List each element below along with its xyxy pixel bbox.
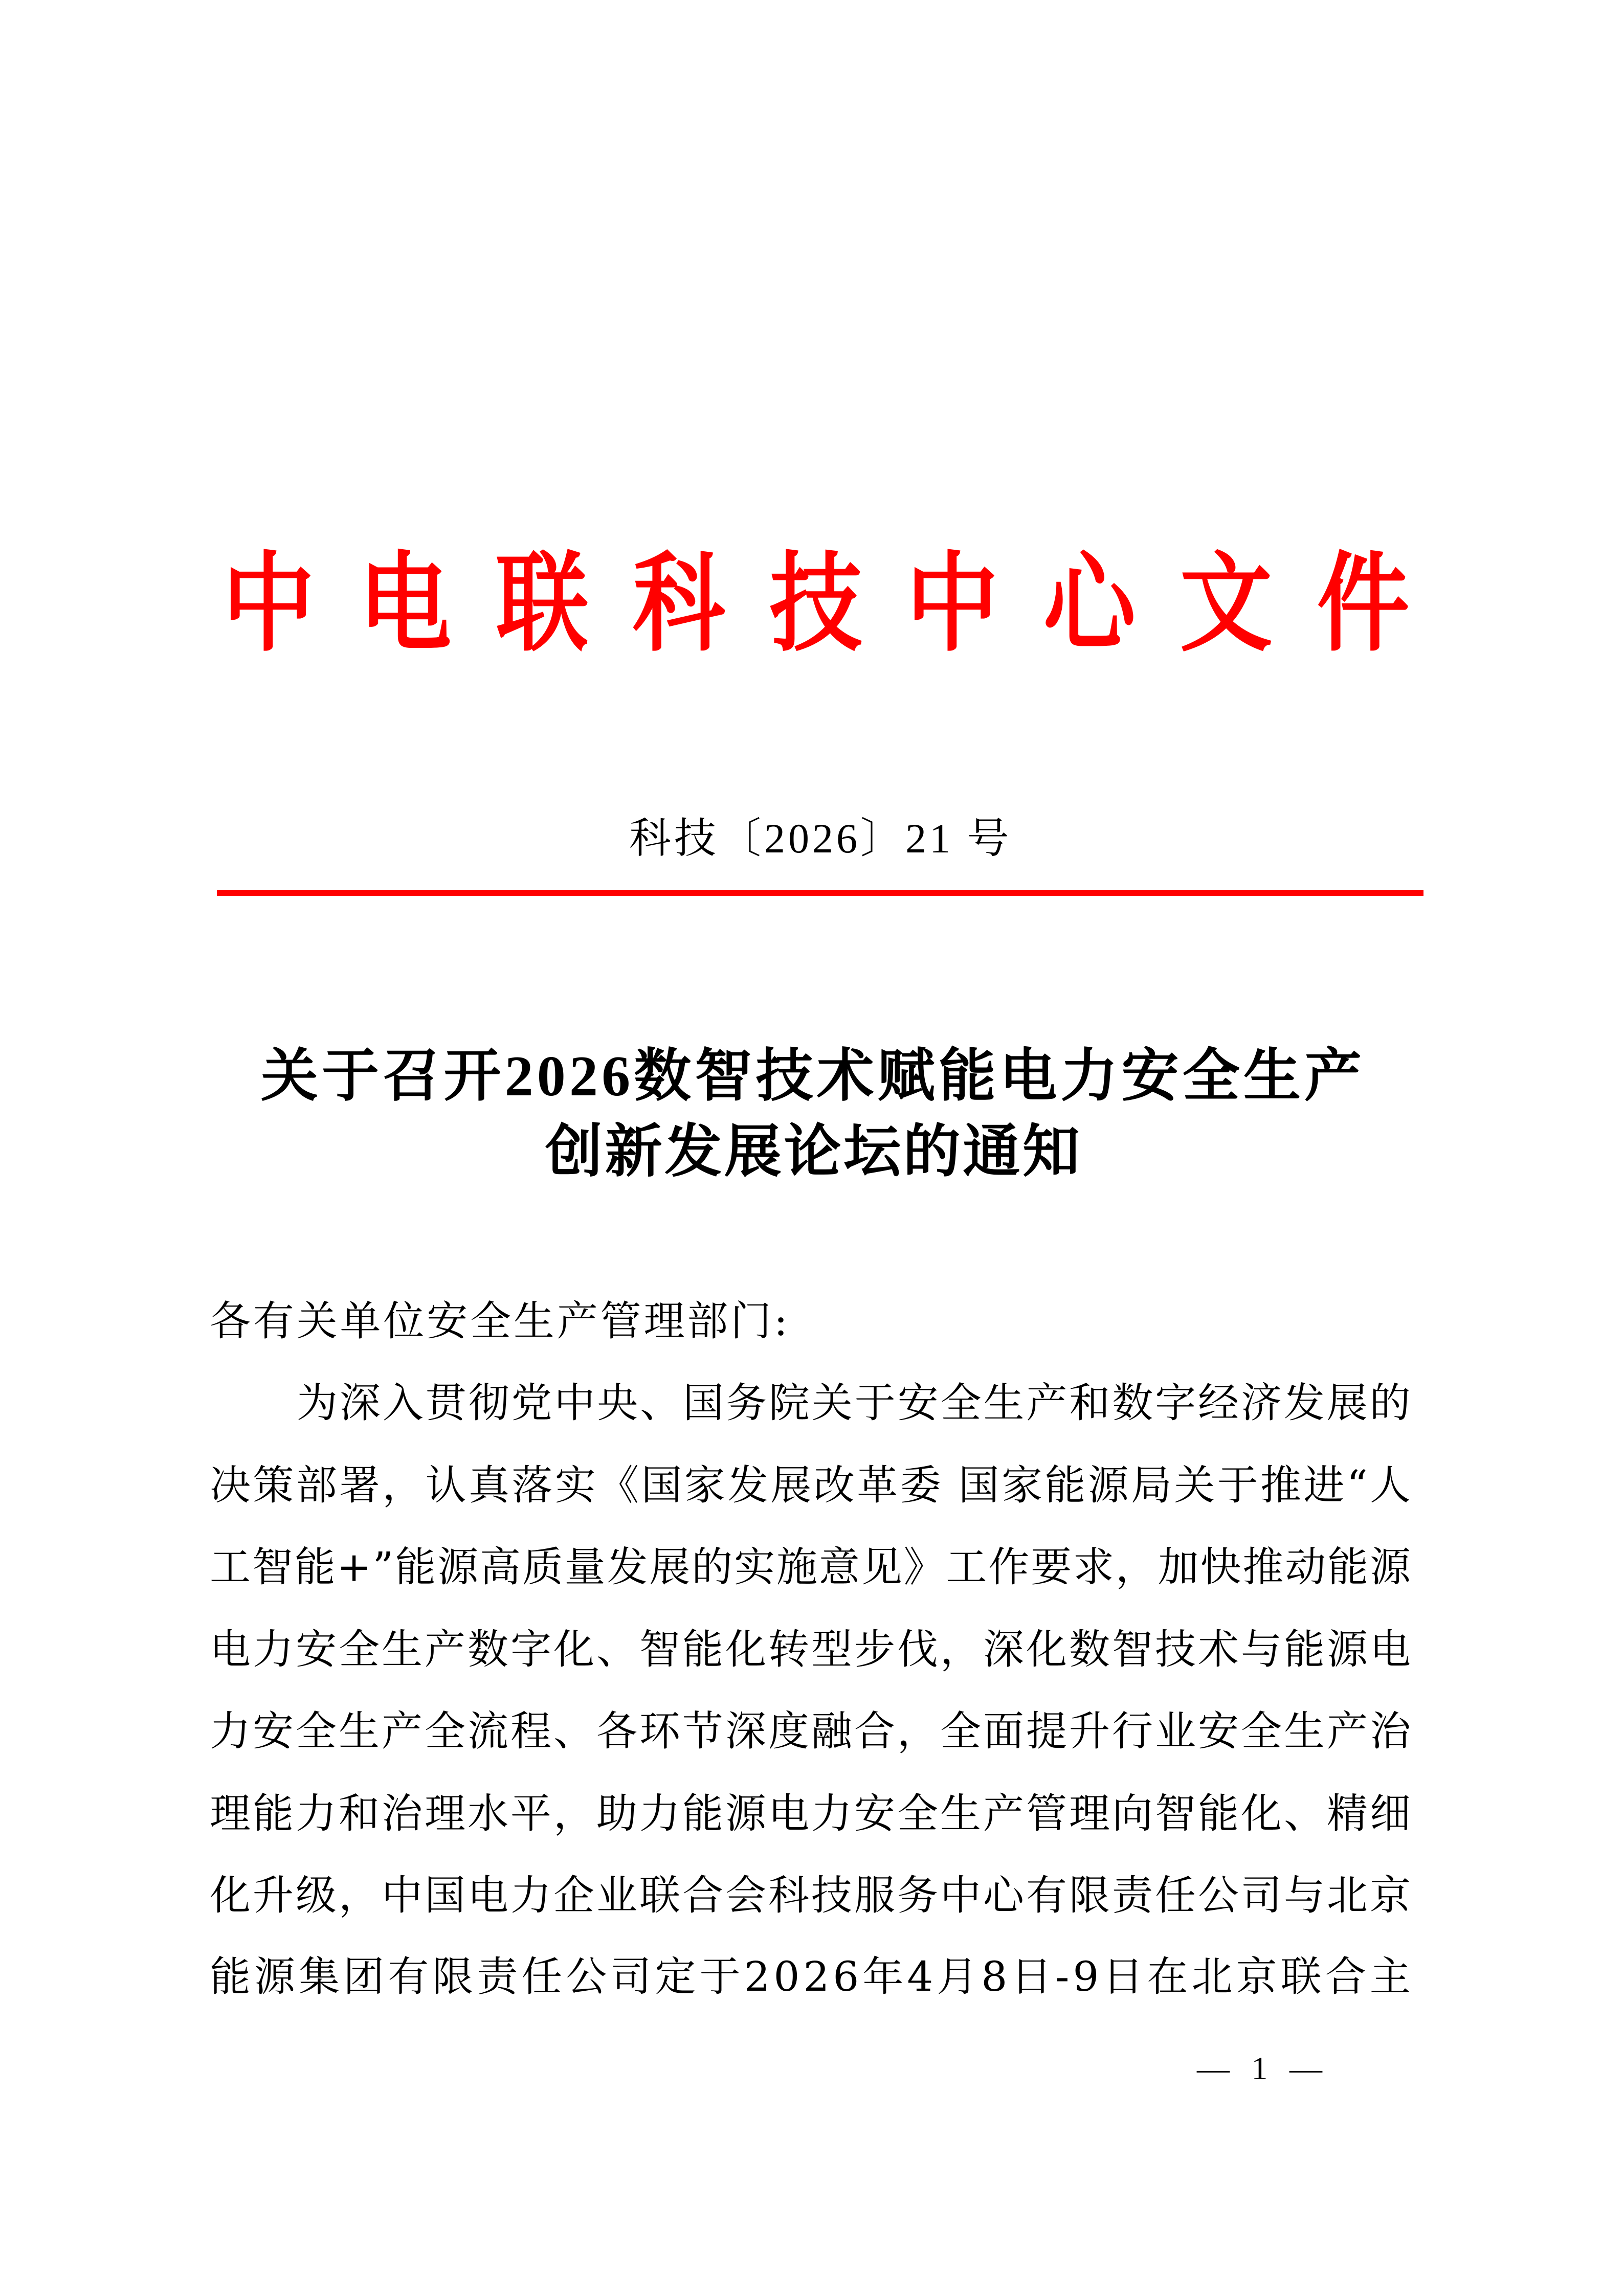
body-text-line: 工 智 能 + ” 能 源 高 质 量 发 展 的 实 施 意 见 》 工 作 要 求 ， 加 快 推 动 能 源	[210, 1543, 1411, 1591]
notice-title-line-2: 创 新 发 展 论 坛 的 通 知	[545, 1120, 1080, 1184]
header-char: 联	[496, 540, 589, 666]
body-text-line: 理 能 力 和 治 理 水 平 ， 助 力 能 源 电 力 安 全 生 产 管 理 向 智 能 化 、 精 细	[210, 1790, 1411, 1837]
header-char: 技	[769, 540, 862, 666]
header-char: 中	[906, 540, 999, 666]
header-char: 科	[633, 540, 725, 666]
header-char: 件	[1317, 540, 1410, 666]
issuer-red-header	[215, 532, 1417, 675]
body-text-line: 力 安 全 生 产 全 流 程 、 各 环 节 深 度 融 合 ， 全 面 提 升 行 业 安 全 生 产 治	[210, 1707, 1411, 1755]
body-text-line: 电 力 安 全 生 产 数 字 化 、 智 能 化 转 型 步 伐 ， 深 化 数 智 技 术 与 能 源 电	[210, 1626, 1411, 1673]
notice-title-line-1: 关 于 召 开 2 0 2 6 数 智 技 术 赋 能 电 力 安 全 生 产	[261, 1045, 1362, 1108]
header-char: 中	[222, 540, 315, 666]
body-text-line: 能 源 集 团 有 限 责 任 公 司 定 于 2 0 2 6 年 4 月 8 日 - 9 日 在 北 京 联 合 主	[210, 1953, 1411, 2000]
document-number: 科 技 〔 2 0 2 6 〕 2 1 号	[629, 815, 1012, 862]
page-number: — 1 —	[1197, 2050, 1322, 2086]
body-text-line: 为 深 入 贯 彻 党 中 央 、 国 务 院 关 于 安 全 生 产 和 数 字 经 济 发 展 的	[297, 1379, 1411, 1427]
salutation: 各 有 关 单 位 安 全 生 产 管 理 部 门 :	[210, 1297, 788, 1345]
header-char: 心	[1043, 540, 1136, 666]
header-char: 文	[1180, 540, 1273, 666]
body-text-line: 化 升 级 ， 中 国 电 力 企 业 联 合 会 科 技 服 务 中 心 有 限 责 任 公 司 与 北 京	[210, 1872, 1411, 1919]
header-char: 电	[359, 540, 452, 666]
red-separator-rule	[217, 890, 1423, 896]
body-text-line: 决 策 部 署 ， 认 真 落 实 《 国 家 发 展 改 革 委 国 家 能 源 局 关 于 推 进 “ 人	[210, 1461, 1411, 1509]
